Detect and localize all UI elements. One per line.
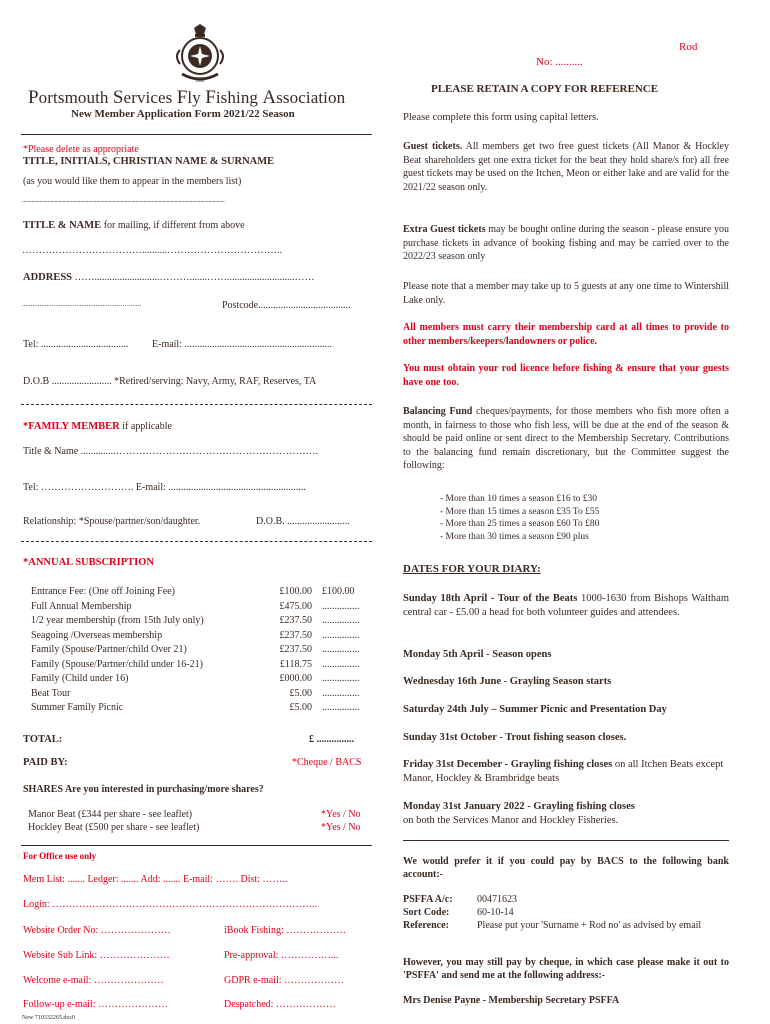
- fee-amount: £5.00: [289, 702, 312, 713]
- office-followup[interactable]: Follow-up e-mail: …………………: [23, 999, 168, 1010]
- fee-labels: [31, 585, 204, 716]
- fee-amount: £000.00: [279, 673, 312, 684]
- fee-label: Family (Child under 16): [31, 673, 129, 684]
- office-website-order[interactable]: Website Order No: …………………: [23, 925, 171, 936]
- event-trout-closes: Sunday 31st October - Trout fishing season closes.: [403, 732, 627, 743]
- bacs-intro: We would prefer it if you could pay by BACS to the following bank account:-: [403, 856, 729, 880]
- fee-amount: £237.50: [279, 629, 312, 641]
- extra-guest-text: Extra Guest tickets may be bought online during the season - please ensure you purchase tickets in advance of booking fishing and may be carried over to the 2022/23 season only: [403, 224, 729, 263]
- event-summer-picnic: Saturday 24th July – Summer Picnic and Presentation Day: [403, 704, 667, 715]
- dashed-divider: [21, 404, 372, 405]
- paid-by-label: PAID BY:: [23, 757, 68, 768]
- email-field[interactable]: E-mail: ...........................................................: [152, 339, 332, 350]
- divider: [21, 845, 372, 846]
- list-item: - More than 30 times a season £90 plus: [440, 531, 589, 542]
- event-grayling-closes-manor: Monday 31st January 2022 - Grayling fishing closes on both the Services Manor and Hockley Fisheries.: [403, 801, 635, 826]
- event-grayling-starts: Wednesday 16th June - Grayling Season starts: [403, 676, 612, 687]
- wintershill-note: Please note that a member may take up to 5 guests at any one time to Wintershill Lake only.: [403, 281, 729, 306]
- fee-entry[interactable]: ...............: [322, 629, 360, 641]
- fee-label: Full Annual Membership: [31, 600, 132, 612]
- fee-entry[interactable]: ...............: [322, 702, 360, 713]
- fee-entry[interactable]: ...............: [322, 658, 360, 670]
- fee-amount: £118.75: [279, 658, 312, 670]
- divider: [403, 840, 729, 841]
- bank-account-label: PSFFA A/c:: [403, 894, 453, 905]
- fee-entry[interactable]: ...............: [322, 644, 360, 655]
- name-heading: TITLE, INITIALS, CHRISTIAN NAME & SURNAME: [23, 156, 275, 167]
- balancing-fund-list: [440, 493, 599, 543]
- fee-label: Family (Spouse/Partner/child Over 21): [31, 644, 187, 655]
- list-item: - More than 10 times a season £16 to £30: [440, 494, 597, 504]
- paid-by-options[interactable]: *Cheque / BACS: [292, 757, 362, 768]
- form-subtitle: New Member Application Form 2021/22 Season: [71, 108, 295, 120]
- reference-value: Please put your 'Surname + Rod no' as advised by email: [477, 920, 702, 931]
- fee-label: Summer Family Picnic: [31, 702, 124, 713]
- fee-label: Beat Tour: [31, 687, 71, 699]
- total-label: TOTAL:: [23, 734, 63, 745]
- list-item: - More than 25 times a season £60 To £80: [440, 519, 600, 529]
- fee-entry[interactable]: ...............: [322, 687, 360, 699]
- fee-entry[interactable]: ...............: [322, 673, 360, 684]
- office-website-sub[interactable]: Website Sub Link: …………………: [23, 950, 170, 961]
- membership-card-warning: All members must carry their membership card at all times to provide to other members/keepers/landowners or police.: [403, 322, 729, 347]
- fee-amount: £237.50: [279, 615, 312, 626]
- rod-label: Rod: [679, 41, 698, 53]
- office-ibook[interactable]: iBook Fishing: ………………: [224, 925, 347, 936]
- fee-label: Seagoing /Overseas membership: [31, 629, 163, 641]
- fee-label: 1/2 year membership (from 15th July only): [31, 615, 204, 626]
- fee-entry[interactable]: ...............: [322, 600, 360, 612]
- office-use-heading: For Office use only: [23, 851, 97, 861]
- fee-amount: £237.50: [279, 644, 312, 655]
- rod-licence-warning: You must obtain your rod licence before fishing & ensure that your guests have one too.: [403, 363, 729, 388]
- office-despatched[interactable]: Despatched: ………………: [224, 999, 336, 1010]
- family-dob-field[interactable]: D.O.B. .........................: [256, 516, 350, 527]
- mailing-name-label: TITLE & NAME for mailing, if different from above: [23, 220, 245, 231]
- guest-tickets-text: Guest tickets. All members get two free guest tickets (All Manor & Hockley Beat shareholders get one extra ticket for the beat they hold share/s for) all free guest tickets may be used on the Itchen, Meon or either lake and are valid for the 2021/22 season only.: [403, 141, 729, 193]
- rod-number-field[interactable]: No: ..........: [536, 56, 583, 68]
- office-login[interactable]: Login: ……………………………………………………………………..: [23, 899, 318, 910]
- reference-label: Reference:: [403, 920, 449, 931]
- fee-amount: £5.00: [289, 687, 312, 699]
- total-field[interactable]: £ ...............: [309, 734, 354, 745]
- dashed-divider: [21, 541, 372, 542]
- relationship-field[interactable]: Relationship: *Spouse/partner/son/daughter.: [23, 516, 201, 527]
- shares-heading: SHARES Are you interested in purchasing/more shares?: [23, 784, 264, 795]
- event-season-opens: Monday 5th April - Season opens: [403, 649, 552, 660]
- postcode-field[interactable]: Postcode.....................................: [222, 300, 351, 311]
- share-hockley-option[interactable]: *Yes / No: [321, 822, 361, 833]
- office-gdpr[interactable]: GDPR e-mail: ………………: [224, 975, 344, 986]
- event-tour-of-beats: Sunday 18th April - Tour of the Beats 1000-1630 from Bishops Waltham central car - £5.00 a head for both volunteer guides and attendees.: [403, 593, 729, 618]
- document-footer: New 710332265.doc0: [22, 1015, 75, 1021]
- fee-amount: £475.00: [279, 600, 312, 612]
- dob-service-field[interactable]: D.O.B ........................ *Retired/serving: Navy, Army, RAF, Reserves, TA: [23, 376, 317, 387]
- address-field[interactable]: ADDRESS ……..........................……….......……...........................……: [23, 272, 315, 283]
- delete-note: *Please delete as appropriate: [23, 144, 139, 155]
- fee-entry[interactable]: £100.00: [322, 586, 355, 597]
- sort-code-value: 60-10-14: [477, 907, 514, 918]
- fee-entries: [322, 585, 372, 716]
- capital-letters-note: Please complete this form using capital letters.: [403, 112, 599, 123]
- association-crest-logo: [174, 24, 226, 86]
- bank-account-value: 00471623: [477, 894, 517, 905]
- share-manor-label: Manor Beat (£344 per share - see leaflet): [28, 809, 193, 820]
- diary-heading: DATES FOR YOUR DIARY:: [403, 563, 541, 575]
- svg-text:crest: crest: [195, 78, 205, 83]
- list-item: - More than 15 times a season £35 To £55: [440, 506, 600, 517]
- name-note: (as you would like them to appear in the members list): [23, 176, 242, 187]
- fee-amounts: [258, 585, 312, 716]
- share-manor-option[interactable]: *Yes / No: [321, 809, 361, 820]
- name-field[interactable]: ......................................................................................................................................................: [22, 196, 225, 204]
- family-title-field[interactable]: Title & Name ..............…………………………………………………….: [23, 446, 319, 457]
- sort-code-label: Sort Code:: [403, 907, 450, 918]
- annual-subscription-heading: *ANNUAL SUBSCRIPTION: [23, 557, 154, 568]
- cheque-note: However, you may still pay by cheque, in which case please make it out to 'PSFFA' and send me at the following address:-: [403, 957, 729, 981]
- fee-label: Entrance Fee: (One off Joining Fee): [31, 586, 175, 597]
- page-title: Portsmouth Services Fly Fishing Association: [28, 87, 346, 108]
- mailing-name-field[interactable]: ………………………………..........……………………………..: [22, 245, 282, 256]
- fee-entry[interactable]: ...............: [322, 615, 360, 626]
- tel-field[interactable]: Tel: ...................................: [23, 339, 129, 350]
- fee-amount: £100.00: [279, 586, 312, 597]
- fee-label: Family (Spouse/Partner/child under 16-21): [31, 658, 203, 670]
- address-line-field[interactable]: ........................................................…........: [22, 300, 141, 308]
- office-welcome[interactable]: Welcome e-mail: …………………: [23, 975, 164, 986]
- retain-copy-heading: PLEASE RETAIN A COPY FOR REFERENCE: [431, 83, 659, 95]
- event-grayling-closes-itchen: Friday 31st December - Grayling fishing closes on all Itchen Beats except Manor, Hockley & Brambridge beats: [403, 759, 724, 784]
- office-mem-list[interactable]: Mem List: ....... Ledger: ....... Add: ....... E-mail: ……. Dist: ……..: [23, 874, 288, 885]
- family-member-heading: *FAMILY MEMBER if applicable: [23, 421, 172, 432]
- membership-secretary: Mrs Denise Payne - Membership Secretary PSFFA: [403, 995, 620, 1006]
- office-preapproval[interactable]: Pre-approval: ……………...: [224, 950, 339, 961]
- family-contact-field[interactable]: Tel: ………………………. E-mail: .......................................................: [23, 482, 306, 493]
- share-hockley-label: Hockley Beat (£500 per share - see leaflet): [28, 822, 200, 833]
- balancing-fund-text: Balancing Fund cheques/payments, for those members who fish more often a month, in fairness to those who fish less, will be due at the end of the season & should be paid online or sent direct to the Membership Secretary. Contributions to the balancing fund remain discretionary, but the Committee suggest the following:: [403, 406, 729, 472]
- divider: [21, 134, 372, 135]
